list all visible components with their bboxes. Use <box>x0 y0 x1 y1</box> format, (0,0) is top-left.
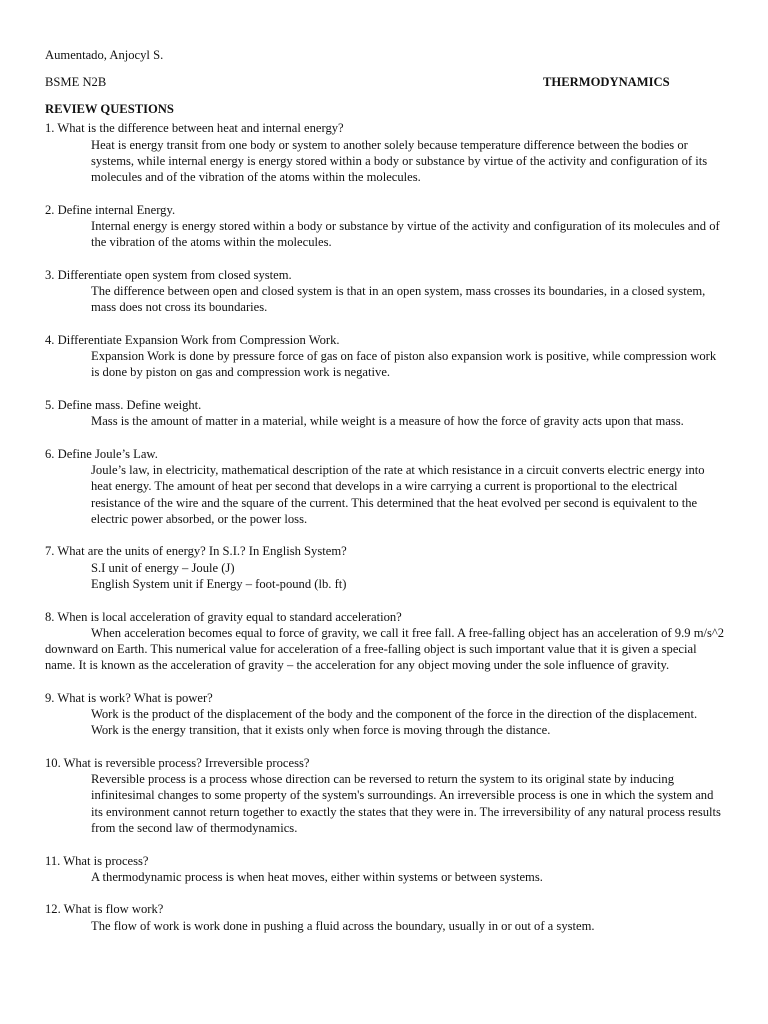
question-text: 1. What is the difference between heat and internal energy? <box>45 121 344 136</box>
question-text: 6. Define Joule’s Law. <box>45 446 158 461</box>
question-text: 3. Differentiate open system from closed system. <box>45 267 292 282</box>
answer-text: Work is the product of the displacement of the body and the component of the force in the direction of the displacement. Work is the energy transition, that it exists only when force is moving through the distance. <box>91 707 698 738</box>
qa-item-5 <box>45 397 725 429</box>
answer-text: The flow of work is work done in pushing a fluid across the boundary, usually in or out of a system. <box>91 918 595 933</box>
answer-text <box>91 560 725 592</box>
answer-text: When acceleration becomes equal to force of gravity, we call it free fall. A free-falling object has an acceleration of 9.9 m/s^2 downward on Earth. This numerical value for acceleration of a free-falling object is such important value that it is given a special name. It is known as the acceleration of gravity – the acceleration for any object moving under the sole influence of gravity. <box>45 625 725 673</box>
answer-text: Internal energy is energy stored within a body or substance by virtue of the activity and configuration of its molecules and of the vibration of the atoms within the molecules. <box>91 218 720 250</box>
qa-item-10 <box>45 755 725 836</box>
section-heading: REVIEW QUESTIONS <box>45 102 174 117</box>
answer-line-si: S.I unit of energy – Joule (J) <box>91 560 235 575</box>
question-text: 2. Define internal Energy. <box>45 202 176 217</box>
qa-item-8 <box>45 609 725 674</box>
qa-item-9 <box>45 690 725 739</box>
question-text: 10. What is reversible process? Irreversible process? <box>45 756 310 770</box>
question-text: 8. When is local acceleration of gravity equal to standard acceleration? <box>45 609 402 624</box>
question-text: 9. What is work? What is power? <box>45 690 213 705</box>
course-row <box>45 74 725 90</box>
qa-item-12 <box>45 901 725 933</box>
question-text: 11. What is process? <box>45 853 149 868</box>
qa-item-4 <box>45 332 725 381</box>
answer-line-english: English System unit if Energy – foot-pound (lb. ft) <box>91 576 347 591</box>
answer-text: Reversible process is a process whose direction can be reversed to return the system to its original state by inducing infinitesimal changes to some property of the system's surroundings. An irreversible process is one in which the system and its environment cannot return together to exactly the states that they were in. The irreversibility of any natural process results from the second law of thermodynamics. <box>91 772 721 835</box>
document-page <box>45 47 725 950</box>
answer-text: Mass is the amount of matter in a material, while weight is a measure of how the force of gravity acts upon that mass. <box>91 414 684 429</box>
question-text: 12. What is flow work? <box>45 902 164 917</box>
subject-title: THERMODYNAMICS <box>543 75 670 90</box>
qa-item-1 <box>45 120 725 185</box>
answer-text: Joule’s law, in electricity, mathematical description of the rate at which resistance in a circuit converts electric energy into heat energy. The amount of heat per second that develops in a wire carrying a current is proportional to the electrical resistance of the wire and the square of the current. This determined that the heat evolved per second is equivalent to the electric power absorbed, or the power loss. <box>91 463 705 526</box>
course-code: BSME N2B <box>45 75 107 90</box>
qa-item-6 <box>45 446 725 527</box>
student-name: Aumentado, Anjocyl S. <box>45 48 164 62</box>
qa-item-11 <box>45 853 725 885</box>
question-text: 7. What are the units of energy? In S.I.? In English System? <box>45 544 347 559</box>
answer-text: Heat is energy transit from one body or system to another solely because temperature difference between the bodies or systems, while internal energy is energy stored within a body or substance by virtue of the activity and configuration of its molecules and of the vibration of the atoms within the molecules. <box>91 137 708 185</box>
qa-item-2 <box>45 202 725 251</box>
question-text: 4. Differentiate Expansion Work from Compression Work. <box>45 332 340 347</box>
qa-item-7 <box>45 543 725 592</box>
question-text: 5. Define mass. Define weight. <box>45 398 202 413</box>
answer-text: Expansion Work is done by pressure force of gas on face of piston also expansion work is positive, while compression work is done by piston on gas and compression work is negative. <box>91 349 717 380</box>
qa-item-3 <box>45 267 725 316</box>
answer-text: A thermodynamic process is when heat moves, either within systems or between systems. <box>91 869 543 884</box>
answer-text: The difference between open and closed system is that in an open system, mass crosses its boundaries, in a closed system, mass does not cross its boundaries. <box>91 284 706 315</box>
